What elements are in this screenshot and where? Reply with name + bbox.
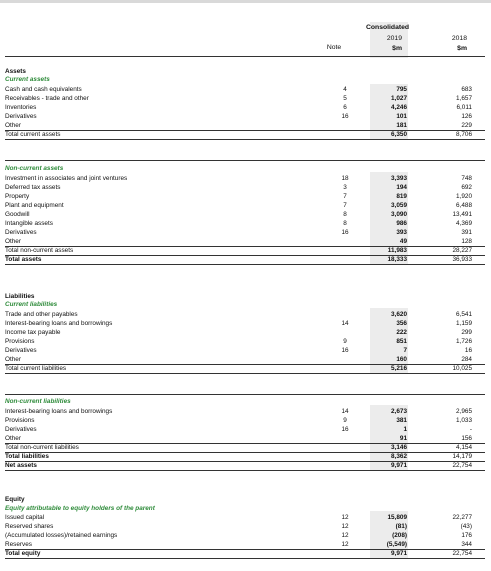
value-2019: 986 xyxy=(396,220,407,227)
table-row xyxy=(5,523,485,532)
value-2019: 819 xyxy=(396,193,407,200)
row-note: 14 xyxy=(341,408,349,415)
row-label: Investment in associates and joint ventures xyxy=(5,175,128,182)
table-row xyxy=(5,329,485,338)
row-label: Other xyxy=(5,122,21,129)
table-rule xyxy=(5,160,485,161)
table-row xyxy=(5,311,485,320)
value-2018: 6,011 xyxy=(456,104,472,111)
row-label: Net assets xyxy=(5,462,37,469)
consolidated-header: Consolidated xyxy=(366,24,410,31)
table-row xyxy=(5,505,485,514)
table-row xyxy=(5,398,485,407)
value-2018: 1,920 xyxy=(456,193,472,200)
value-2019: 795 xyxy=(396,86,407,93)
table-rule xyxy=(5,452,485,453)
value-2018: 284 xyxy=(461,356,472,363)
row-label: Income tax payable xyxy=(5,329,61,336)
row-label: Derivatives xyxy=(5,113,37,120)
value-2019: 222 xyxy=(396,329,407,336)
value-2019: 18,333 xyxy=(387,256,407,263)
value-2018: 2,965 xyxy=(456,408,472,415)
value-2019: 1 xyxy=(403,426,407,433)
value-2018: (43) xyxy=(460,523,472,530)
row-label: Other xyxy=(5,356,21,363)
value-2018: 28,227 xyxy=(452,247,472,254)
value-2018: 1,159 xyxy=(456,320,472,327)
table-rule xyxy=(5,246,485,247)
header-rule xyxy=(5,56,485,57)
table-row xyxy=(5,347,485,356)
row-label: Deferred tax assets xyxy=(5,184,61,191)
year-2018-header: 2018 xyxy=(451,35,467,42)
row-label: Non-current liabilities xyxy=(5,398,71,405)
value-2018: 36,933 xyxy=(452,256,472,263)
value-2019: 49 xyxy=(399,238,407,245)
row-label: Reserves xyxy=(5,541,32,548)
value-2018: 22,754 xyxy=(452,550,472,557)
row-label: Plant and equipment xyxy=(5,202,64,209)
row-note: 9 xyxy=(343,338,347,345)
row-note: 7 xyxy=(343,202,347,209)
value-2019: 5,216 xyxy=(391,365,407,372)
value-2018: 6,541 xyxy=(456,311,472,318)
value-2019: 8,362 xyxy=(391,453,407,460)
value-2019: 356 xyxy=(396,320,407,327)
table-row xyxy=(5,408,485,417)
row-note: 8 xyxy=(343,220,347,227)
table-row xyxy=(5,76,485,85)
value-2018: 14,179 xyxy=(452,453,472,460)
table-row xyxy=(5,211,485,220)
value-2018: - xyxy=(469,426,472,433)
table-row xyxy=(5,104,485,113)
row-note: 12 xyxy=(341,523,349,530)
table-row xyxy=(5,220,485,229)
row-label: Goodwill xyxy=(5,211,30,218)
table-row xyxy=(5,496,485,505)
row-label: Total non-current liabilities xyxy=(5,444,79,451)
row-label: Reserved shares xyxy=(5,523,54,530)
value-2018: 126 xyxy=(461,113,472,120)
row-label: Intangible assets xyxy=(5,220,53,227)
row-label: Interest-bearing loans and borrowings xyxy=(5,408,113,415)
row-label: Non-current assets xyxy=(5,165,64,172)
value-2019: 3,090 xyxy=(391,211,407,218)
table-rule xyxy=(5,373,485,374)
value-2019: 181 xyxy=(396,122,407,129)
row-note: 16 xyxy=(341,347,349,354)
table-rule xyxy=(5,394,485,395)
value-2019: 15,809 xyxy=(387,514,407,521)
table-row xyxy=(5,426,485,435)
row-label: Provisions xyxy=(5,417,35,424)
value-2018: 391 xyxy=(461,229,472,236)
value-2019: 9,971 xyxy=(391,462,407,469)
table-row xyxy=(5,301,485,310)
value-2018: 344 xyxy=(461,541,472,548)
table-rule xyxy=(5,139,485,140)
row-label: Total assets xyxy=(5,256,42,263)
table-rule xyxy=(5,461,485,462)
value-2019: 3,146 xyxy=(391,444,407,451)
value-2018: 8,706 xyxy=(456,131,472,138)
table-row xyxy=(5,532,485,541)
row-note: 9 xyxy=(343,417,347,424)
value-2018: 1,033 xyxy=(456,417,472,424)
row-note: 7 xyxy=(343,193,347,200)
table-rule xyxy=(5,549,485,550)
year-2019-header: 2019 xyxy=(386,35,402,42)
table-rule xyxy=(5,470,485,471)
row-label: Total current assets xyxy=(5,131,61,138)
row-label: Total non-current assets xyxy=(5,247,74,254)
row-note: 16 xyxy=(341,229,349,236)
table-rule xyxy=(5,558,485,559)
row-label: Total current liabilities xyxy=(5,365,67,372)
table-rule xyxy=(5,130,485,131)
row-note: 18 xyxy=(341,175,349,182)
row-label: Derivatives xyxy=(5,229,37,236)
value-2019: 11,983 xyxy=(387,247,407,254)
table-row xyxy=(5,193,485,202)
value-2019: 3,620 xyxy=(391,311,407,318)
value-2019: 101 xyxy=(396,113,407,120)
row-label: Derivatives xyxy=(5,347,37,354)
value-2018: 128 xyxy=(461,238,472,245)
row-note: 12 xyxy=(341,532,349,539)
value-2019: 393 xyxy=(396,229,407,236)
value-2018: 176 xyxy=(461,532,472,539)
row-note: 12 xyxy=(341,541,349,548)
value-2018: 229 xyxy=(461,122,472,129)
value-2019: 3,059 xyxy=(391,202,407,209)
table-row xyxy=(5,165,485,174)
value-2019: 1,027 xyxy=(391,95,407,102)
table-row xyxy=(5,113,485,122)
row-label: Equity xyxy=(5,496,25,503)
value-2018: 683 xyxy=(461,86,472,93)
value-2019: 2,673 xyxy=(391,408,407,415)
value-2019: 7 xyxy=(403,347,407,354)
value-2018: 16 xyxy=(464,347,472,354)
value-2019: 194 xyxy=(396,184,407,191)
row-note: 16 xyxy=(341,113,349,120)
value-2019: (208) xyxy=(392,532,407,539)
value-2019: (81) xyxy=(395,523,407,530)
row-note: 5 xyxy=(343,95,347,102)
table-row xyxy=(5,229,485,238)
row-label: Other xyxy=(5,435,21,442)
value-2018: 748 xyxy=(461,175,472,182)
note-column-header: Note xyxy=(326,44,342,51)
row-note: 3 xyxy=(343,184,347,191)
value-2019: (5,549) xyxy=(386,541,407,548)
row-label: Current assets xyxy=(5,76,50,83)
value-2018: 6,488 xyxy=(456,202,472,209)
table-row xyxy=(5,175,485,184)
table-row xyxy=(5,95,485,104)
row-label: Trade and other payables xyxy=(5,311,78,318)
row-label: (Accumulated losses)/retained earnings xyxy=(5,532,118,539)
row-label: Interest-bearing loans and borrowings xyxy=(5,320,113,327)
row-note: 4 xyxy=(343,86,347,93)
table-row xyxy=(5,320,485,329)
value-2018: 22,277 xyxy=(452,514,472,521)
row-label: Issued capital xyxy=(5,514,45,521)
value-2018: 10,025 xyxy=(452,365,472,372)
row-note: 14 xyxy=(341,320,349,327)
row-label: Current liabilities xyxy=(5,301,58,308)
row-label: Receivables - trade and other xyxy=(5,95,89,102)
value-2018: 13,491 xyxy=(452,211,472,218)
row-label: Total liabilities xyxy=(5,453,49,460)
row-label: Other xyxy=(5,238,21,245)
value-2018: 4,154 xyxy=(456,444,472,451)
table-row xyxy=(5,184,485,193)
table-row xyxy=(5,202,485,211)
row-label: Provisions xyxy=(5,338,35,345)
row-label: Inventories xyxy=(5,104,37,111)
value-2018: 156 xyxy=(461,435,472,442)
table-row xyxy=(5,417,485,426)
value-2018: 1,726 xyxy=(456,338,472,345)
table-row xyxy=(5,86,485,95)
unit-2018-header: $m xyxy=(457,45,467,52)
row-label: Total equity xyxy=(5,550,41,557)
row-label: Liabilities xyxy=(5,293,35,300)
row-note: 12 xyxy=(341,514,349,521)
value-2018: 4,369 xyxy=(456,220,472,227)
value-2018: 692 xyxy=(461,184,472,191)
value-2019: 6,350 xyxy=(391,131,407,138)
value-2018: 1,657 xyxy=(456,95,472,102)
row-note: 6 xyxy=(343,104,347,111)
value-2019: 851 xyxy=(396,338,407,345)
value-2018: 22,754 xyxy=(452,462,472,469)
value-2019: 381 xyxy=(396,417,407,424)
value-2019: 160 xyxy=(396,356,407,363)
row-label: Equity attributable to equity holders of the parent xyxy=(5,505,155,512)
value-2019: 4,246 xyxy=(391,104,407,111)
unit-2019-header: $m xyxy=(392,45,402,52)
row-label: Property xyxy=(5,193,30,200)
value-2018: 299 xyxy=(461,329,472,336)
row-note: 8 xyxy=(343,211,347,218)
row-note: 16 xyxy=(341,426,349,433)
row-label: Cash and cash equivalents xyxy=(5,86,82,93)
value-2019: 3,393 xyxy=(391,175,407,182)
table-rule xyxy=(5,364,485,365)
row-label: Assets xyxy=(5,68,26,75)
row-label: Derivatives xyxy=(5,426,37,433)
value-2019: 9,971 xyxy=(391,550,407,557)
table-rule xyxy=(5,255,485,256)
top-divider xyxy=(0,0,491,3)
table-rule xyxy=(5,264,485,265)
table-rule xyxy=(5,443,485,444)
value-2019: 91 xyxy=(399,435,407,442)
table-row xyxy=(5,514,485,523)
table-row xyxy=(5,338,485,347)
